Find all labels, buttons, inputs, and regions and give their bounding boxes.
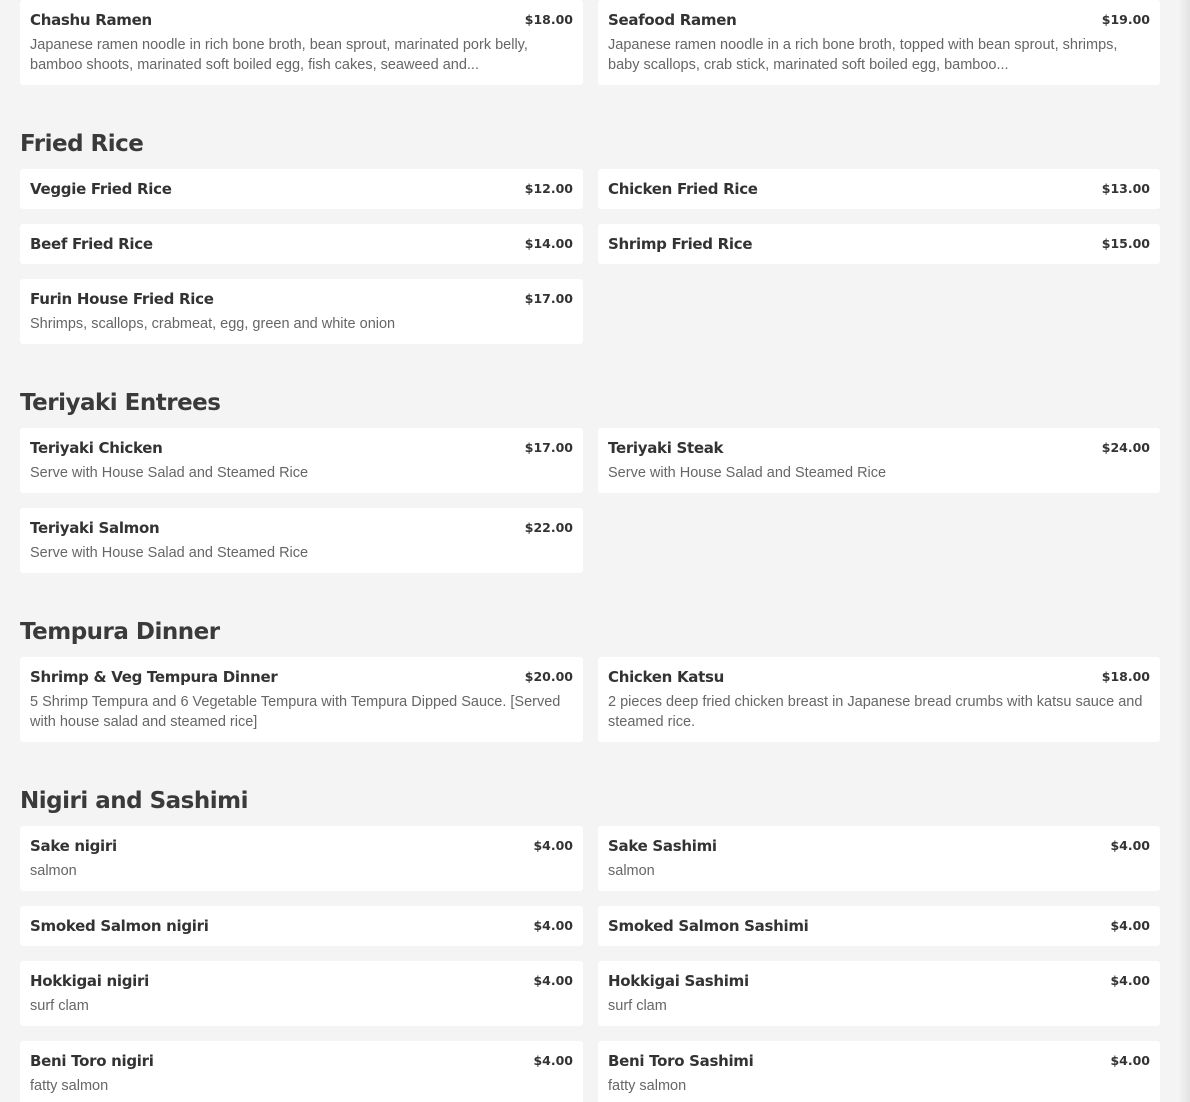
menu-item-header xyxy=(30,836,573,856)
menu-item-price: $19.00 xyxy=(1101,12,1150,27)
menu-section xyxy=(20,382,1160,611)
menu-item-name: Shrimp Fried Rice xyxy=(608,235,753,253)
menu-item-grid xyxy=(20,657,1160,742)
section-spacer xyxy=(20,344,1160,382)
menu-item-card[interactable] xyxy=(598,169,1160,209)
menu-item-name: Smoked Salmon nigiri xyxy=(30,917,209,935)
menu-item-header xyxy=(30,289,573,309)
menu-item-card[interactable] xyxy=(598,428,1160,493)
menu-item-header xyxy=(608,234,1150,254)
menu-item-header xyxy=(608,971,1150,991)
menu-item-description: fatty salmon xyxy=(30,1078,109,1094)
menu-item-card[interactable] xyxy=(598,906,1160,946)
menu-item-price: $4.00 xyxy=(1110,973,1150,988)
menu-item-header xyxy=(30,10,573,30)
menu-item-card[interactable] xyxy=(598,961,1160,1026)
menu-item-card[interactable] xyxy=(598,224,1160,264)
menu-item-header xyxy=(30,1051,573,1071)
menu-item-header xyxy=(30,667,573,687)
menu-item-name: Hokkigai nigiri xyxy=(30,972,149,990)
menu-item-header xyxy=(608,916,1150,936)
menu-item-header xyxy=(608,667,1150,687)
menu-section xyxy=(20,780,1160,1102)
menu-item-header xyxy=(30,438,573,458)
menu-item-card[interactable] xyxy=(598,657,1160,742)
menu-item-card[interactable] xyxy=(20,428,583,493)
menu-item-grid xyxy=(20,0,1160,85)
menu-item-price: $24.00 xyxy=(1101,440,1150,455)
menu-item-description: surf clam xyxy=(30,998,89,1014)
menu-item-card[interactable] xyxy=(20,826,583,891)
menu-item-header xyxy=(30,179,573,199)
menu-item-price: $17.00 xyxy=(524,291,573,306)
menu-item-price: $4.00 xyxy=(1110,838,1150,853)
menu-item-description: Japanese ramen noodle in a rich bone broth, topped with bean sprout, shrimps, baby scallops, crab stick, marinated soft boiled egg, bamboo... xyxy=(608,37,1118,73)
menu-item-description: 5 Shrimp Tempura and 6 Vegetable Tempura with Tempura Dipped Sauce. [Served with house salad and steamed rice] xyxy=(30,694,561,730)
menu-item-name: Smoked Salmon Sashimi xyxy=(608,917,809,935)
menu-item-description: salmon xyxy=(608,863,655,879)
section-spacer xyxy=(20,573,1160,611)
menu-item-card[interactable] xyxy=(20,0,583,85)
menu-item-name: Teriyaki Steak xyxy=(608,439,724,457)
menu-item-price: $22.00 xyxy=(524,520,573,535)
menu-item-description: surf clam xyxy=(608,998,667,1014)
menu-item-description: Serve with House Salad and Steamed Rice xyxy=(608,465,887,481)
section-spacer xyxy=(20,742,1160,780)
menu-item-card[interactable] xyxy=(20,279,583,344)
menu-item-name: Shrimp & Veg Tempura Dinner xyxy=(30,668,278,686)
menu-item-price: $14.00 xyxy=(524,236,573,251)
menu-item-price: $18.00 xyxy=(1101,669,1150,684)
menu-item-name: Beef Fried Rice xyxy=(30,235,153,253)
menu-section xyxy=(20,611,1160,780)
menu-item-description: Shrimps, scallops, crabmeat, egg, green and white onion xyxy=(30,316,396,332)
menu-item-card[interactable] xyxy=(598,1041,1160,1102)
menu-item-name: Hokkigai Sashimi xyxy=(608,972,749,990)
section-title: Tempura Dinner xyxy=(20,619,220,645)
menu-item-header xyxy=(30,916,573,936)
menu-item-price: $4.00 xyxy=(1110,918,1150,933)
menu-item-card[interactable] xyxy=(598,0,1160,85)
menu-item-header xyxy=(30,971,573,991)
menu-item-header xyxy=(30,234,573,254)
menu-item-price: $15.00 xyxy=(1101,236,1150,251)
menu-item-header xyxy=(608,438,1150,458)
menu-section xyxy=(20,123,1160,382)
menu-item-header xyxy=(608,10,1150,30)
menu-item-name: Seafood Ramen xyxy=(608,11,737,29)
menu-item-description: fatty salmon xyxy=(608,1078,687,1094)
menu-item-price: $4.00 xyxy=(533,1053,573,1068)
menu-item-grid xyxy=(20,428,1160,573)
menu-item-name: Teriyaki Salmon xyxy=(30,519,160,537)
menu-item-price: $20.00 xyxy=(524,669,573,684)
menu-item-description: Serve with House Salad and Steamed Rice xyxy=(30,545,309,561)
menu-item-header xyxy=(608,1051,1150,1071)
menu-item-card[interactable] xyxy=(20,224,583,264)
menu-item-card[interactable] xyxy=(20,1041,583,1102)
menu-item-description: salmon xyxy=(30,863,77,879)
menu-item-price: $4.00 xyxy=(533,918,573,933)
menu-item-header xyxy=(608,179,1150,199)
menu-item-card[interactable] xyxy=(598,826,1160,891)
section-title: Fried Rice xyxy=(20,131,144,157)
menu-item-name: Sake Sashimi xyxy=(608,837,717,855)
menu-item-grid xyxy=(20,169,1160,344)
menu-item-price: $4.00 xyxy=(1110,1053,1150,1068)
menu-item-card[interactable] xyxy=(20,657,583,742)
section-title: Nigiri and Sashimi xyxy=(20,788,248,814)
menu-item-name: Veggie Fried Rice xyxy=(30,180,172,198)
menu-item-card[interactable] xyxy=(20,961,583,1026)
menu-item-price: $13.00 xyxy=(1101,181,1150,196)
menu-item-card[interactable] xyxy=(20,906,583,946)
menu-item-name: Beni Toro Sashimi xyxy=(608,1052,754,1070)
menu-item-card[interactable] xyxy=(20,508,583,573)
menu-page xyxy=(20,0,1160,1102)
menu-item-description: Serve with House Salad and Steamed Rice xyxy=(30,465,309,481)
section-spacer xyxy=(20,85,1160,123)
menu-item-name: Teriyaki Chicken xyxy=(30,439,163,457)
menu-item-card[interactable] xyxy=(20,169,583,209)
menu-item-price: $4.00 xyxy=(533,838,573,853)
menu-item-name: Sake nigiri xyxy=(30,837,117,855)
section-title: Teriyaki Entrees xyxy=(20,390,221,416)
menu-item-grid xyxy=(20,826,1160,1102)
menu-item-description: 2 pieces deep fried chicken breast in Japanese bread crumbs with katsu sauce and steamed rice. xyxy=(608,694,1143,730)
menu-item-name: Beni Toro nigiri xyxy=(30,1052,154,1070)
menu-item-description: Japanese ramen noodle in rich bone broth, bean sprout, marinated pork belly, bamboo shoots, marinated soft boiled egg, fish cakes, seaweed and... xyxy=(30,37,528,73)
menu-item-price: $17.00 xyxy=(524,440,573,455)
menu-item-header xyxy=(30,518,573,538)
menu-section xyxy=(20,0,1160,123)
menu-item-name: Chicken Katsu xyxy=(608,668,724,686)
menu-item-price: $12.00 xyxy=(524,181,573,196)
menu-item-price: $4.00 xyxy=(533,973,573,988)
menu-item-header xyxy=(608,836,1150,856)
menu-item-name: Chicken Fried Rice xyxy=(608,180,758,198)
menu-item-price: $18.00 xyxy=(524,12,573,27)
menu-item-name: Chashu Ramen xyxy=(30,11,152,29)
menu-item-name: Furin House Fried Rice xyxy=(30,290,214,308)
page-scroll-edge xyxy=(1178,0,1190,1102)
